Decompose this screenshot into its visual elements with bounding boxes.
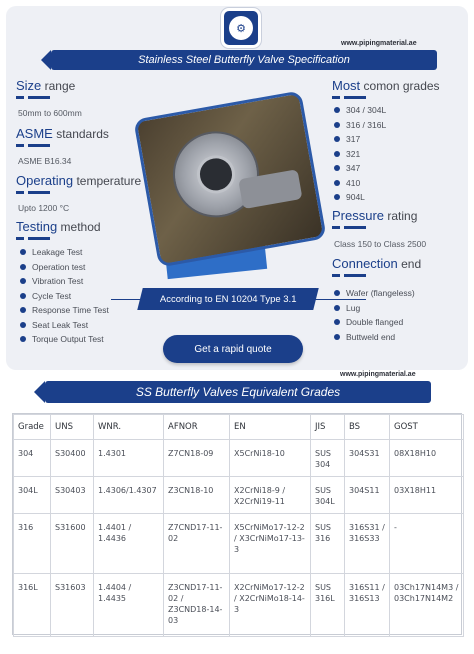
divider — [332, 226, 370, 229]
website-url[interactable]: www.pipingmaterial.ae — [340, 371, 416, 378]
table-cell: Z7CND17‐11‐02 — [164, 514, 230, 574]
table-cell: 1.4404 / 1.4435 — [94, 574, 164, 637]
table-header-row — [14, 415, 464, 440]
operating-heading: Operating temperature — [16, 173, 142, 188]
table-cell: X2CrNiMo17‐12‐2 / X2CrNiMo18‐14‐3 — [230, 574, 311, 637]
grades-list — [334, 103, 386, 205]
asme-value: ASME B16.34 — [18, 156, 72, 166]
table-cell: SUS 316 — [311, 514, 345, 574]
list-item: Torque Output Test — [20, 332, 109, 347]
testing-list — [20, 245, 109, 347]
divider — [332, 274, 370, 277]
list-item: Operation test — [20, 260, 109, 275]
connection-heading: Connection end — [332, 256, 422, 271]
table-cell: 08Х18Н10 — [390, 440, 464, 477]
divider — [16, 144, 54, 147]
column-header: GOST — [390, 415, 464, 440]
column-header: JIS — [311, 415, 345, 440]
website-url[interactable]: www.pipingmaterial.ae — [341, 40, 417, 47]
list-item: Response Time Test — [20, 303, 109, 318]
table-cell: X5CrNi18‐10 — [230, 440, 311, 477]
table-cell: Z3CN18‐10 — [164, 477, 230, 514]
table-cell: 03Х18Н11 — [390, 477, 464, 514]
table-cell: 03Ch17N14M3 / 03Ch17N14M2 — [390, 574, 464, 637]
column-header: Grade — [14, 415, 51, 440]
table-cell: SUS 304L — [311, 477, 345, 514]
table-row — [14, 574, 464, 637]
list-item: 304 / 304L — [334, 103, 386, 118]
list-item: Buttweld end — [334, 330, 415, 345]
grades-section-title: SS Butterfly Valves Equivalent Grades — [45, 381, 431, 403]
column-header: EN — [230, 415, 311, 440]
list-item: Lug — [334, 301, 415, 316]
column-header: WNR. — [94, 415, 164, 440]
asme-heading: ASME standards — [16, 126, 109, 141]
size-value: 50mm to 600mm — [18, 108, 82, 118]
table-cell: X5CrNiMo17‐12‐2 / X3CrNiMo17‐13‐3 — [230, 514, 311, 574]
size-heading: Size range — [16, 78, 76, 93]
table-cell: S30400 — [51, 440, 94, 477]
divider — [16, 237, 54, 240]
list-item: 410 — [334, 176, 386, 191]
table-cell: S30403 — [51, 477, 94, 514]
column-header: AFNOR — [164, 415, 230, 440]
list-item: 347 — [334, 161, 386, 176]
table-cell: 1.4306/1.4307 — [94, 477, 164, 514]
connection-list — [334, 286, 415, 344]
list-item: Cycle Test — [20, 289, 109, 304]
table-cell: - — [390, 514, 464, 574]
list-item: 316 / 316L — [334, 118, 386, 133]
pressure-heading: Pressure rating — [332, 208, 418, 223]
table-cell: 304S11 — [345, 477, 390, 514]
table-cell: 316S11 / 316S13 — [345, 574, 390, 637]
list-item: 317 — [334, 132, 386, 147]
equivalent-grades-table — [12, 413, 462, 635]
specification-card — [6, 6, 468, 370]
table-cell: 316L — [14, 574, 51, 637]
column-header: UNS — [51, 415, 94, 440]
grades-heading: Most comon grades — [332, 78, 440, 93]
table-cell: 1.4401 / 1.4436 — [94, 514, 164, 574]
brand-logo[interactable] — [221, 8, 261, 48]
operating-value: Upto 1200 °C — [18, 203, 70, 213]
table-cell: Z7CN18‐09 — [164, 440, 230, 477]
valve-disc-image — [166, 125, 266, 225]
table-cell: X2CrNi18‐9 / X2CrNi19‐11 — [230, 477, 311, 514]
table-cell: 304 — [14, 440, 51, 477]
standard-banner: According to EN 10204 Type 3.1 — [137, 288, 318, 310]
list-item: Leakage Test — [20, 245, 109, 260]
valve-photo — [133, 90, 326, 267]
column-header: BS — [345, 415, 390, 440]
table-cell: 304S31 — [345, 440, 390, 477]
table-cell: 1.4301 — [94, 440, 164, 477]
table-row — [14, 514, 464, 574]
table-cell: 316 — [14, 514, 51, 574]
divider — [16, 191, 54, 194]
list-item: Wafer (flangeless) — [334, 286, 415, 301]
table-cell: 316S31 / 316S33 — [345, 514, 390, 574]
list-item: Double flanged — [334, 315, 415, 330]
table-cell: S31600 — [51, 514, 94, 574]
table-cell: SUS 316L — [311, 574, 345, 637]
table-row — [14, 440, 464, 477]
table-cell: 304L — [14, 477, 51, 514]
pressure-value: Class 150 to Class 2500 — [334, 239, 427, 249]
table-cell: S31603 — [51, 574, 94, 637]
table-row — [14, 477, 464, 514]
specification-title: Stainless Steel Butterfly Valve Specification — [51, 50, 437, 70]
table-cell: Z3CND17‐11‐02 / Z3CND18‐14‐03 — [164, 574, 230, 637]
table-cell: SUS 304 — [311, 440, 345, 477]
list-item: 904L — [334, 190, 386, 205]
divider — [332, 96, 370, 99]
valve-core-image — [194, 152, 238, 196]
list-item: Seat Leak Test — [20, 318, 109, 333]
rapid-quote-button[interactable]: Get a rapid quote — [163, 335, 303, 363]
divider — [16, 96, 54, 99]
valve-icon: ⚙ — [229, 16, 253, 40]
list-item: 321 — [334, 147, 386, 162]
list-item: Vibration Test — [20, 274, 109, 289]
testing-heading: Testing method — [16, 219, 101, 234]
